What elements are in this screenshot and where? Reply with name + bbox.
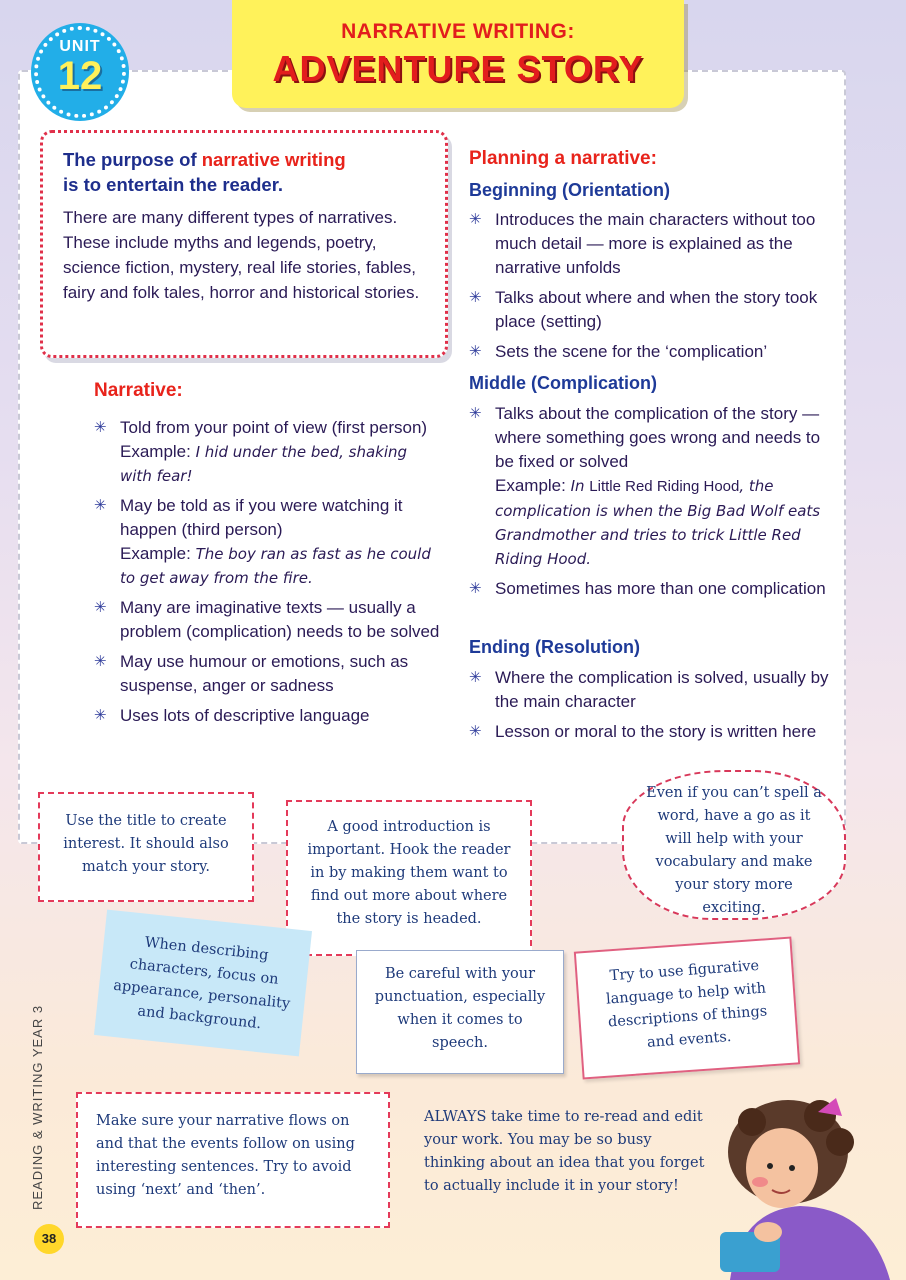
tip-note-introduction: A good introduction is important. Hook the reader in by making them want to find out more about where the story is headed. — [286, 800, 532, 956]
title-line1: NARRATIVE WRITING: — [341, 20, 575, 43]
narrative-heading: Narrative: — [94, 380, 183, 401]
list-item-text: Where the complication is solved, usually by the main character — [495, 668, 829, 711]
example-text: In — [570, 477, 585, 495]
list-item-text: Uses lots of descriptive language — [120, 706, 370, 725]
tip-note-punctuation: Be careful with your punctuation, especially when it comes to speech. — [356, 950, 564, 1074]
list-item-text: Sets the scene for the ‘complication’ — [495, 342, 768, 361]
example-text: , the complication is when the Big Bad Wolf eats Grandmother and tries to trick — [495, 477, 821, 544]
asterisk-bullet-icon: ✳ — [469, 723, 482, 740]
asterisk-bullet-icon: ✳ — [469, 211, 482, 228]
example-story-title: Little Red Riding Hood — [589, 478, 740, 495]
asterisk-bullet-icon: ✳ — [94, 653, 107, 670]
narrative-list — [94, 416, 442, 734]
ending-heading: Ending (Resolution) — [469, 637, 640, 657]
ending-list — [469, 666, 839, 750]
tip-note-flow: Make sure your narrative flows on and that the events follow on using interesting sentences. Try to avoid using ‘next’ and ‘then’. — [76, 1092, 390, 1228]
list-item — [469, 208, 839, 280]
tip-note-title: Use the title to create interest. It should also match your story. — [38, 792, 254, 902]
list-item-text: May use humour or emotions, such as suspense, anger or sadness — [120, 652, 409, 695]
asterisk-bullet-icon: ✳ — [469, 580, 482, 597]
list-item — [94, 416, 442, 488]
example-label: Example: — [120, 442, 191, 461]
list-item-text: Told from your point of view (first person) — [120, 418, 428, 437]
example-label: Example: — [120, 544, 191, 563]
purpose-heading — [63, 147, 423, 197]
list-item — [469, 340, 839, 364]
unit-word: UNIT — [59, 38, 101, 55]
list-item — [94, 650, 442, 698]
tip-always-reread: ALWAYS take time to re-read and edit your work. You may be so busy thinking about an idea that you forget to actually include it in your story! — [424, 1109, 705, 1194]
list-item — [469, 286, 839, 334]
tip-note-figurative: Try to use figurative language to help with descriptions of things and events. — [574, 937, 800, 1080]
example-text-end: Little Red Riding Hood — [495, 526, 801, 568]
list-item — [94, 704, 442, 728]
example-text: I hid under the bed, shaking with fear! — [120, 443, 408, 485]
list-item-text: Introduces the main characters without too much detail — more is explained as the narrative unfolds — [495, 210, 816, 277]
purpose-text: There are many different types of narratives. These include myths and legends, poetry, science fiction, mystery, real life stories, fables, fairy and folk tales, horror and historical stories. — [63, 208, 420, 302]
planning-heading: Planning a narrative: — [469, 148, 657, 169]
list-item — [469, 666, 839, 714]
girl-reading-illustration — [690, 1082, 906, 1280]
list-item — [94, 494, 442, 590]
list-item — [94, 596, 442, 644]
list-item: ✳ Talks about the complication of the story — where something goes wrong and needs to be fixed or solved Example: In Little Red Riding Hood, the complication is when the Big Bad Wolf eats Grandmother and tries to trick Little Red Riding Hood. — [469, 404, 821, 568]
beginning-list — [469, 208, 839, 370]
title-banner — [232, 0, 684, 108]
purpose-heading-post: is to entertain the reader. — [63, 174, 284, 195]
list-item — [469, 720, 839, 744]
unit-badge — [34, 26, 126, 118]
example-text: The boy ran as fast as he could to get away from the fire. — [120, 545, 431, 587]
list-item-text: Talks about the complication of the story — where something goes wrong and needs to be fixed or solved — [495, 404, 821, 471]
asterisk-bullet-icon: ✳ — [94, 497, 107, 514]
tip-note-spelling: Even if you can’t spell a word, have a go as it will help with your vocabulary and make your story more exciting. — [622, 770, 846, 920]
asterisk-bullet-icon: ✳ — [94, 707, 107, 724]
purpose-heading-highlight: narrative writing — [201, 149, 346, 170]
list-item-text: Sometimes has more than one complication — [495, 579, 826, 598]
example-label: Example: — [495, 476, 566, 495]
asterisk-bullet-icon: ✳ — [469, 343, 482, 360]
book-series-label: READING & WRITING YEAR 3 — [30, 1004, 45, 1210]
page-title: ADVENTURE STORY — [272, 48, 644, 89]
purpose-heading-pre: The purpose of — [63, 149, 202, 170]
asterisk-bullet-icon: ✳ — [469, 289, 482, 306]
list-item-text: Many are imaginative texts — usually a problem (complication) needs to be solved — [120, 598, 440, 641]
asterisk-bullet-icon: ✳ — [94, 599, 107, 616]
tip-note-characters: When describing characters, focus on appearance, personality and background. — [94, 910, 312, 1057]
list-item-text: Talks about where and when the story took place (setting) — [495, 288, 818, 331]
asterisk-bullet-icon: ✳ — [469, 405, 482, 422]
list-item-text: Lesson or moral to the story is written here — [495, 722, 817, 741]
middle-heading: Middle (Complication) — [469, 373, 657, 393]
page-number: 38 — [34, 1224, 64, 1254]
middle-list — [469, 402, 839, 607]
beginning-heading: Beginning (Orientation) — [469, 180, 670, 200]
unit-number: 12 — [57, 54, 103, 98]
asterisk-bullet-icon: ✳ — [469, 669, 482, 686]
list-item-text: May be told as if you were watching it happen (third person) — [120, 496, 403, 539]
purpose-box — [40, 130, 448, 358]
list-item — [469, 577, 839, 601]
asterisk-bullet-icon: ✳ — [94, 419, 107, 436]
